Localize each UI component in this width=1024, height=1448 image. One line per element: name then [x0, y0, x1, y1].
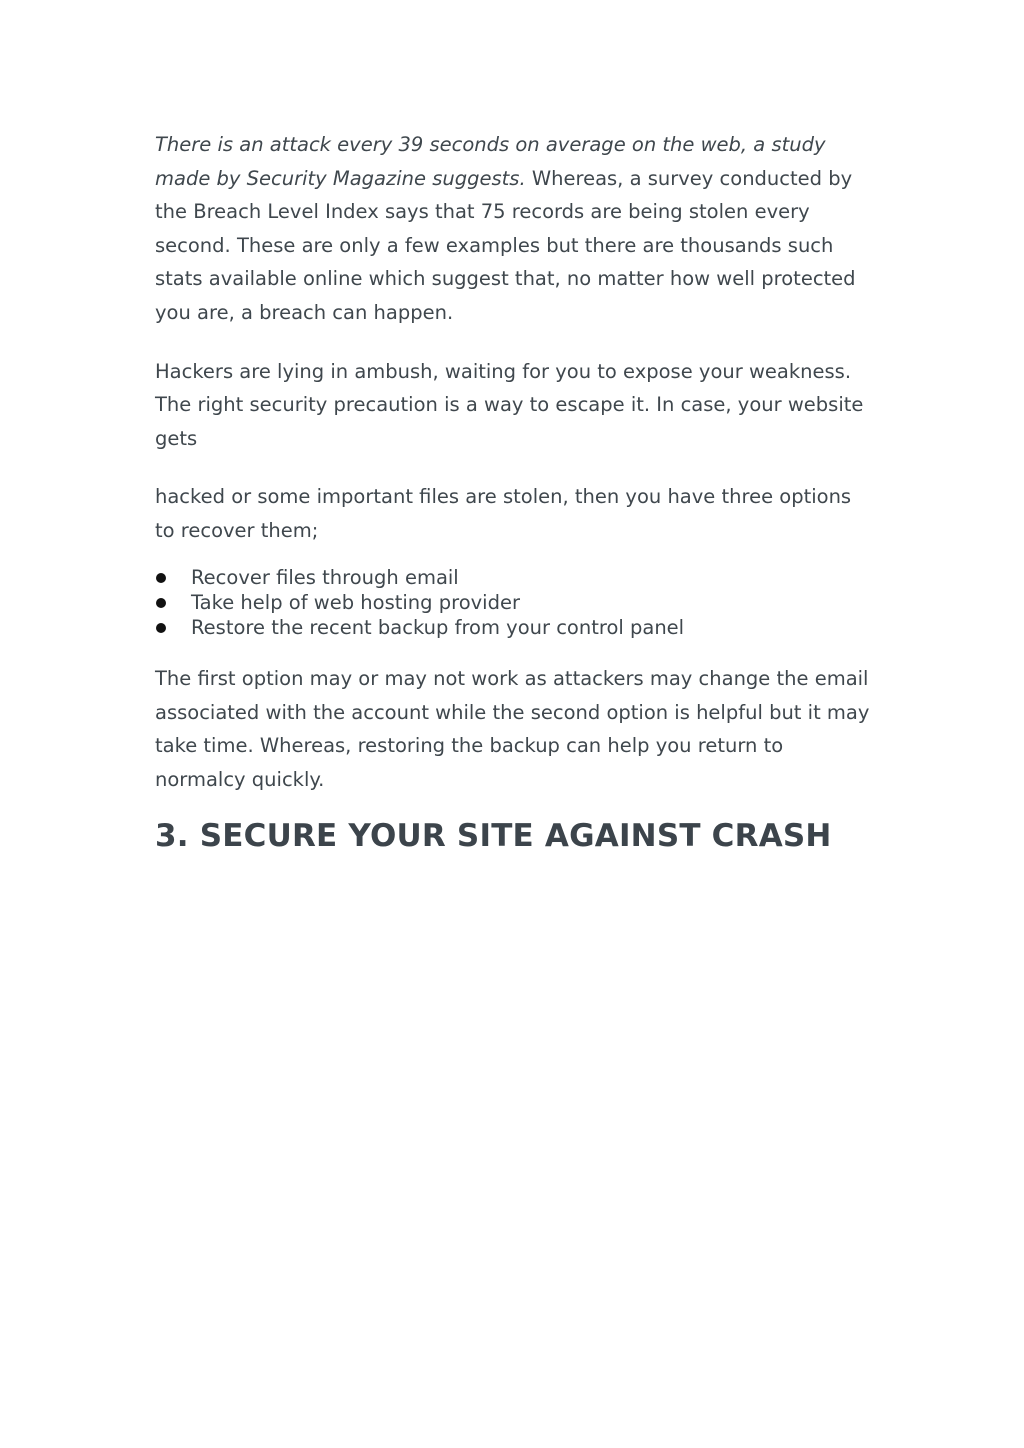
recovery-options-list	[155, 565, 875, 641]
paragraph-attack-stats	[155, 128, 875, 330]
paragraph-recover-options: hacked or some important files are stolen, then you have three options to recover them;	[155, 485, 852, 542]
section-heading: 3. SECURE YOUR SITE AGAINST CRASH	[155, 817, 832, 854]
list-item: Take help of web hosting provider	[155, 590, 875, 615]
list-item: Recover files through email	[155, 565, 875, 590]
bullet-icon	[156, 598, 166, 608]
list-item: Restore the recent backup from your control panel	[155, 615, 875, 640]
paragraph-text: Whereas, a survey conducted by the Breach Level Index says that 75 records are being stolen every second. These are only a few examples but there are thousands such stats available online which suggest that, no matter how well protected you are, a breach can happen.	[155, 166, 856, 324]
bullet-icon	[156, 623, 166, 633]
bullet-icon	[156, 573, 166, 583]
paragraph-first-option: The first option may or may not work as attackers may change the email associated with the account while the second option is helpful but it may take time. Whereas, restoring the backup can help you return to normalcy quickly.	[155, 667, 870, 791]
paragraph-hackers: Hackers are lying in ambush, waiting for you to expose your weakness. The right security precaution is a way to escape it. In case, your website gets	[155, 359, 864, 450]
document-page	[155, 128, 875, 856]
italic-quote: There is an attack every 39 seconds on average on the web, a study made by Security Magazine suggests.	[155, 133, 826, 190]
